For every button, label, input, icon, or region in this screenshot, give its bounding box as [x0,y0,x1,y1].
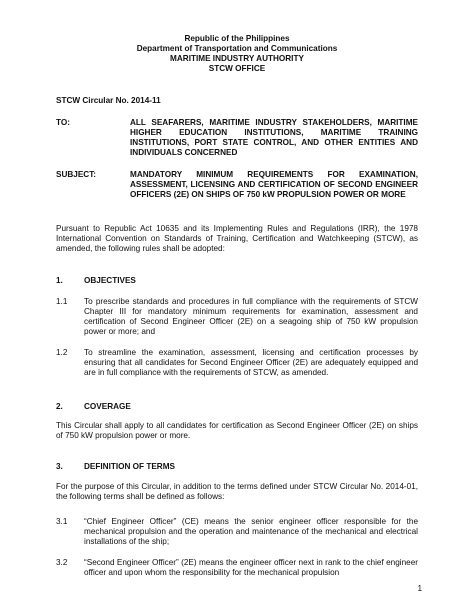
circular-number: STCW Circular No. 2014-11 [56,96,161,105]
item-3-1-number: 3.1 [56,517,68,526]
item-1-1-number: 1.1 [56,297,68,306]
subject-text: MANDATORY MINIMUM REQUIREMENTS FOR EXAMINATION, ASSESSMENT, LICENSING AND CERTIFICATION OF SECOND ENGINEER OFFICERS (2E) ON SHIPS OF 750 kW PROPULSION POWER OR MORE [130,170,418,199]
header-republic: Republic of the Philippines [184,34,290,43]
item-3-1-text: “Chief Engineer Officer” (CE) means the senior engineer officer responsible for the mechanical propulsion and the operation and maintenance of the mechanical and electrical installations of the ship; [84,517,418,546]
section-1-title: OBJECTIVES [84,276,136,285]
section-2-title: COVERAGE [84,402,131,411]
to-label: TO: [56,118,70,127]
header-office: STCW OFFICE [208,64,266,73]
item-3-2-number: 3.2 [56,558,68,567]
section-3-intro: For the purpose of this Circular, in addition to the terms defined under STCW Circular No. 2014-01, the following terms shall be defined as follows: [56,482,418,501]
header-department: Department of Transportation and Communications [136,44,338,53]
item-1-2-text: To streamline the examination, assessment, licensing and certification processes by ensuring that all candidates for Second Engineer Officer (2E) are adequately equipped and are in full compliance with the requirements of STCW, as amended. [84,348,418,377]
subject-label: SUBJECT: [56,170,97,179]
header-authority: MARITIME INDUSTRY AUTHORITY [170,54,304,63]
intro-paragraph: Pursuant to Republic Act 10635 and its Implementing Rules and Regulations (IRR), the 1978 International Convention on Standards of Training, Certification and Watchkeeping (STCW), as amended, the following rules shall be adopted: [56,224,418,253]
page-number: 1 [417,584,422,593]
section-2-number: 2. [56,402,63,411]
to-recipients: ALL SEAFARERS, MARITIME INDUSTRY STAKEHOLDERS, MARITIME HIGHER EDUCATION INSTITUTIONS, MARITIME TRAINING INSTITUTIONS, PORT STATE CONTROL, AND OTHER ENTITIES AND INDIVIDUALS CONCERNED [130,118,418,157]
section-2-text: This Circular shall apply to all candidates for certification as Second Engineer Officer (2E) on ships of 750 kW propulsion power or more. [56,421,418,440]
item-3-2-text: “Second Engineer Officer” (2E) means the engineer officer next in rank to the chief engineer officer and upon whom the responsibility for the mechanical propulsion [84,558,418,577]
section-1-number: 1. [56,276,63,285]
item-1-2-number: 1.2 [56,348,68,357]
section-3-title: DEFINITION OF TERMS [84,462,175,471]
section-3-number: 3. [56,462,63,471]
item-1-1-text: To prescribe standards and procedures in full compliance with the requirements of STCW Chapter III for mandatory minimum requirements for examination, assessment and certification of Second Engineer Officer (2E) on a seagoing ship of 750 kW propulsion power or more; and [84,297,418,336]
